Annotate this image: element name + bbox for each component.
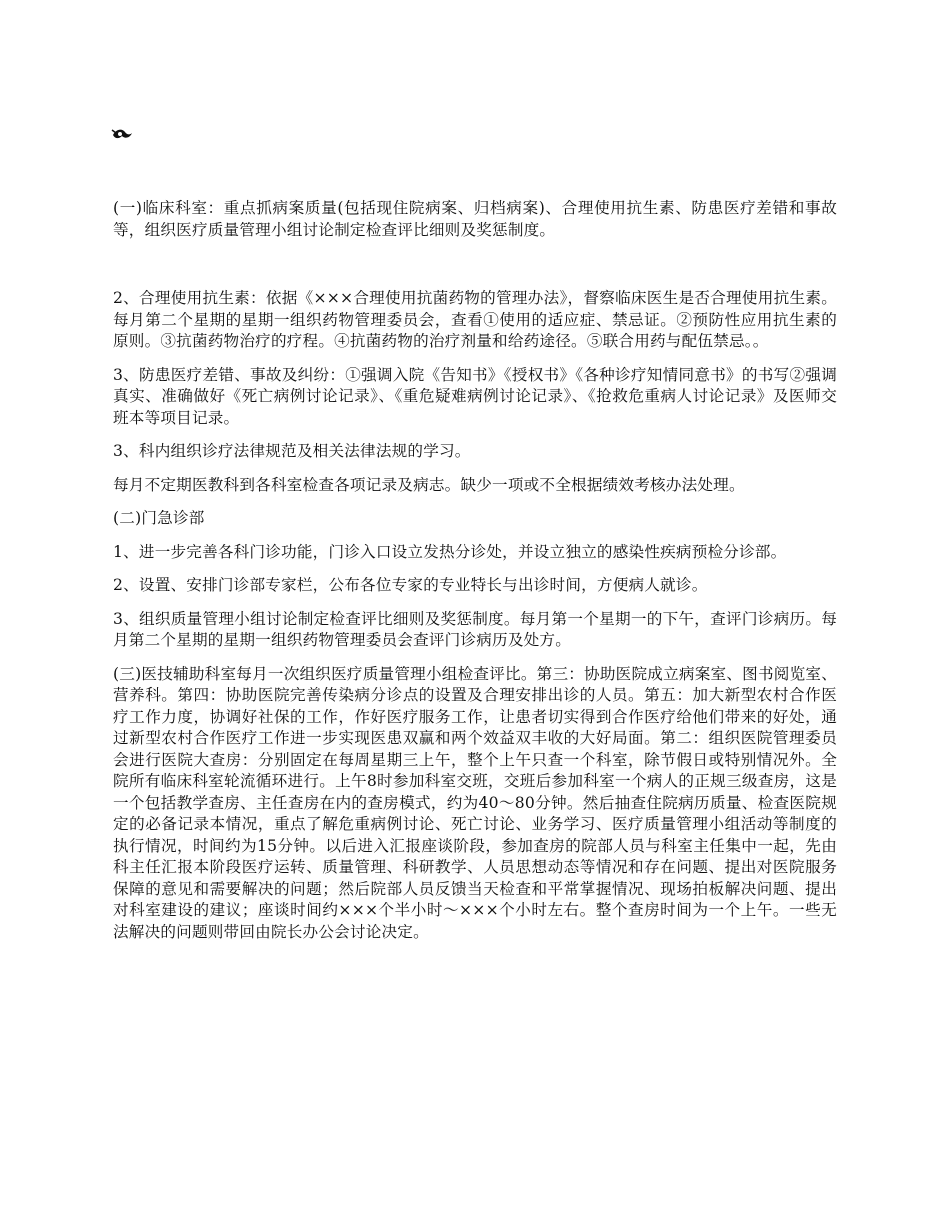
paragraph-error-prevention: 3、防患医疗差错、事故及纠纷：①强调入院《告知书》《授权书》《各种诊疗知情同意书》的书写②强调真实、准确做好《死亡病例讨论记录》、《重危疑难病例讨论记录》、《抢救危重病人讨论记录》及医师交班本等项目记录。	[113, 365, 837, 427]
paragraph-law-study: 3、科内组织诊疗法律规范及相关法律法规的学习。	[113, 442, 471, 460]
paragraph-monthly-inspection: 每月不定期医教科到各科室检查各项记录及病志。缺少一项或不全根据绩效考核办法处理。	[113, 475, 745, 494]
paragraph-medical-technology: (三)医技辅助科室每月一次组织医疗质量管理小组检查评比。第三：协助医院成立病案室、图书阅览室、营养科。第四：协助医院完善传染病分诊点的设置及合理安排出诊的人员。第五：加大新型农村合作医疗工作力度，协调好社保的工作，作好医疗服务工作，让患者切实得到合作医疗给他们带来的好处，通过新型农村合作医疗工作进一步实现医患双赢和两个效益双丰收的大好局面。第二：组织医院管理委员会进行医院大查房：分别固定在每周星期三上午，整个上午只查一个科室，除节假日或特别情况外。全院所有临床科室轮流循环进行。上午8时参加科室交班，交班后参加科室一个病人的正规三级查房，这是一个包括教学查房、主任查房在内的查房模式，约为40～80分钟。然后抽查住院病历质量、检查医院规定的必备记录本情况，重点了解危重病例讨论、死亡讨论、业务学习、医疗质量管理小组活动等制度的执行情况，时间约为15分钟。以后进入汇报座谈阶段，参加查房的院部人员与科室主任集中一起，先由科主任汇报本阶段医疗运转、质量管理、科研教学、人员思想动态等情况和存在问题、提出对医院服务保障的意见和需要解决的问题；然后院部人员反馈当天检查和平常掌握情况、现场拍板解决问题、提出对科室建设的建议；座谈时间约×××个半小时～×××个小时左右。整个查房时间为一个上午。一些无法解决的问题则带回由院长办公会讨论决定。	[113, 664, 837, 941]
document-body	[113, 198, 837, 955]
paragraph-outpatient-1: 1、进一步完善各科门诊功能，门诊入口设立发热分诊处，并设立独立的感染性疾病预检分诊部。	[113, 542, 787, 561]
section-heading-outpatient: (二)门急诊部	[113, 509, 205, 527]
leaf-ornament-icon	[111, 126, 133, 142]
paragraph-outpatient-2: 2、设置、安排门诊部专家栏，公布各位专家的专业特长与出诊时间，方便病人就诊。	[113, 576, 708, 594]
paragraph-outpatient-3: 3、组织质量管理小组讨论制定检查评比细则及奖惩制度。每月第一个星期一的下午，查评门诊病历。每月第二个星期的星期一组织药物管理委员会查评门诊病历及处方。	[113, 609, 837, 649]
paragraph-clinical-departments: (一)临床科室：重点抓病案质量(包括现住院病案、归档病案)、合理使用抗生素、防患医疗差错和事故等，组织医疗质量管理小组讨论制定检查评比细则及奖惩制度。	[113, 199, 837, 239]
paragraph-antibiotics: 2、合理使用抗生素：依据《×××合理使用抗菌药物的管理办法》，督察临床医生是否合理使用抗生素。每月第二个星期的星期一组织药物管理委员会，查看①使用的适应症、禁忌证。②预防性应用抗生素的原则。③抗菌药物治疗的疗程。④抗菌药物的治疗剂量和给药途径。⑤联合用药与配伍禁忌。。	[113, 289, 837, 350]
